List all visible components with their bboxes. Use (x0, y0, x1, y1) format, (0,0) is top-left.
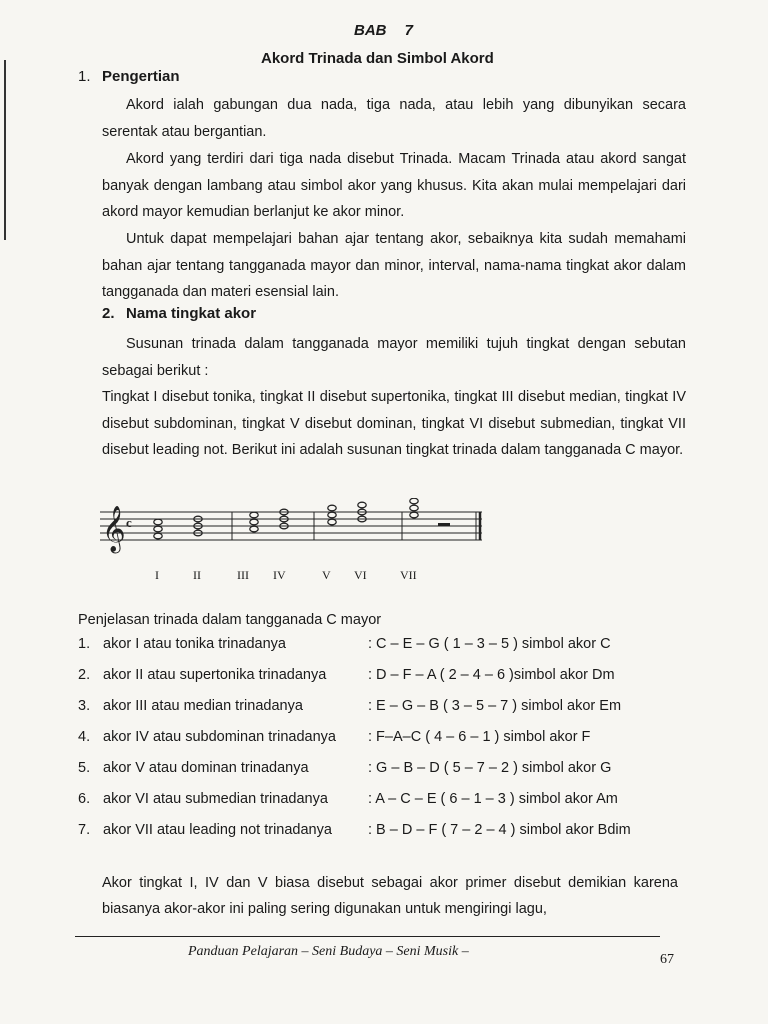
staff-svg (100, 498, 488, 558)
roman-label-4: IV (273, 568, 286, 582)
list-item-description: akor IV atau subdominan trinadanya (103, 729, 336, 745)
explanation-title: Penjelasan trinada dalam tangganada C mayor (78, 612, 382, 628)
svg-text:𝄞: 𝄞 (102, 506, 126, 552)
roman-label-7: VII (400, 568, 417, 582)
list-item-description: akor VII atau leading not trinadanya (103, 822, 332, 838)
section-1-number: 1. (78, 68, 91, 85)
page-number: 67 (660, 952, 674, 967)
list-item-description: akor I atau tonika trinadanya (103, 636, 286, 652)
list-item (78, 760, 678, 791)
common-time-icon: c (126, 515, 132, 530)
section-1-heading (78, 68, 180, 85)
chapter-title: Akord Trinada dan Simbol Akord (261, 50, 494, 67)
closing-paragraph: Akor tingkat I, IV dan V biasa disebut sebagai akor primer disebut demikian karena biasanya akor-akor ini paling sering digunakan untuk mengiringi lagu, (102, 875, 678, 917)
footer-divider (75, 936, 660, 937)
list-item-value: : A – C – E ( 6 – 1 – 3 ) simbol akor Am (368, 791, 618, 807)
list-item-value: : G – B – D ( 5 – 7 – 2 ) simbol akor G (368, 760, 612, 776)
list-item (78, 822, 678, 853)
footer-text: Panduan Pelajaran – Seni Budaya – Seni Musik – (188, 944, 469, 959)
roman-label-2: II (193, 568, 201, 582)
list-item-number: 1. (78, 636, 91, 652)
chord-I-notes (154, 519, 162, 539)
section-1-title: Pengertian (102, 68, 180, 85)
section-2-title: Nama tingkat akor (126, 305, 257, 322)
music-staff (100, 498, 488, 558)
list-item (78, 791, 678, 822)
list-item (78, 636, 678, 667)
roman-label-6: VI (354, 568, 367, 582)
list-item-description: akor V atau dominan trinadanya (103, 760, 309, 776)
half-rest-icon (438, 523, 450, 526)
section-2-heading (102, 305, 256, 322)
list-item-number: 6. (78, 791, 91, 807)
chord-III-notes (250, 512, 258, 532)
list-item (78, 698, 678, 729)
roman-label-3: III (237, 568, 249, 582)
list-item-number: 3. (78, 698, 91, 714)
list-item-description: akor II atau supertonika trinadanya (103, 667, 327, 683)
list-item-number: 4. (78, 729, 91, 745)
section-2-number: 2. (102, 305, 115, 322)
section-1-paragraph-1: Akord ialah gabungan dua nada, tiga nada, atau lebih yang dibunyikan secara serentak atau bergantian. (102, 97, 686, 140)
chord-VII-notes (410, 498, 418, 518)
list-item-value: : D – F – A ( 2 – 4 – 6 )simbol akor Dm (368, 667, 615, 683)
list-item-number: 2. (78, 667, 91, 683)
section-2-paragraph-1: Susunan trinada dalam tangganada mayor memiliki tujuh tingkat dengan sebutan sebagai berikut : (102, 336, 686, 379)
list-item-value: : F–A–C ( 4 – 6 – 1 ) simbol akor F (368, 729, 591, 745)
chapter-label: BAB 7 (354, 22, 414, 39)
section-1-paragraph-3: Untuk dapat mempelajari bahan ajar tentang akor, sebaiknya kita sudah memahami bahan ajar tentang tangganada mayor dan minor, interval, nama-nama tingkat akor dalam tangganada dan materi esensial lain. (102, 231, 686, 300)
list-item-value: : E – G – B ( 3 – 5 – 7 ) simbol akor Em (368, 698, 622, 714)
list-item (78, 667, 678, 698)
roman-label-5: V (322, 568, 331, 582)
scan-edge-mark (4, 60, 6, 240)
section-2-paragraph-2: Tingkat I disebut tonika, tingkat II disebut supertonika, tingkat III disebut median, tingkat IV disebut subdominan, tingkat V disebut dominan, tingkat VI disebut submedian, tingkat VII disebut leading not. Berikut ini adalah susunan tingkat trinada dalam tangganada C mayor. (102, 389, 686, 458)
list-item-number: 7. (78, 822, 91, 838)
chord-V-notes (328, 505, 336, 525)
list-item-description: akor III atau median trinadanya (103, 698, 303, 714)
list-item-value: : C – E – G ( 1 – 3 – 5 ) simbol akor C (368, 636, 611, 652)
chord-list (78, 636, 678, 853)
list-item-description: akor VI atau submedian trinadanya (103, 791, 328, 807)
list-item-value: : B – D – F ( 7 – 2 – 4 ) simbol akor Bdim (368, 822, 631, 838)
list-item-number: 5. (78, 760, 91, 776)
section-1-paragraph-2: Akord yang terdiri dari tiga nada disebut Trinada. Macam Trinada atau akord sangat banyak dengan lambang atau simbol akor yang khusus. Kita akan mulai mempelajari dari akord mayor kemudian berlanjut ke akor minor. (102, 151, 686, 220)
list-item (78, 729, 678, 760)
treble-clef-icon (102, 506, 126, 554)
roman-label-1: I (155, 568, 159, 582)
